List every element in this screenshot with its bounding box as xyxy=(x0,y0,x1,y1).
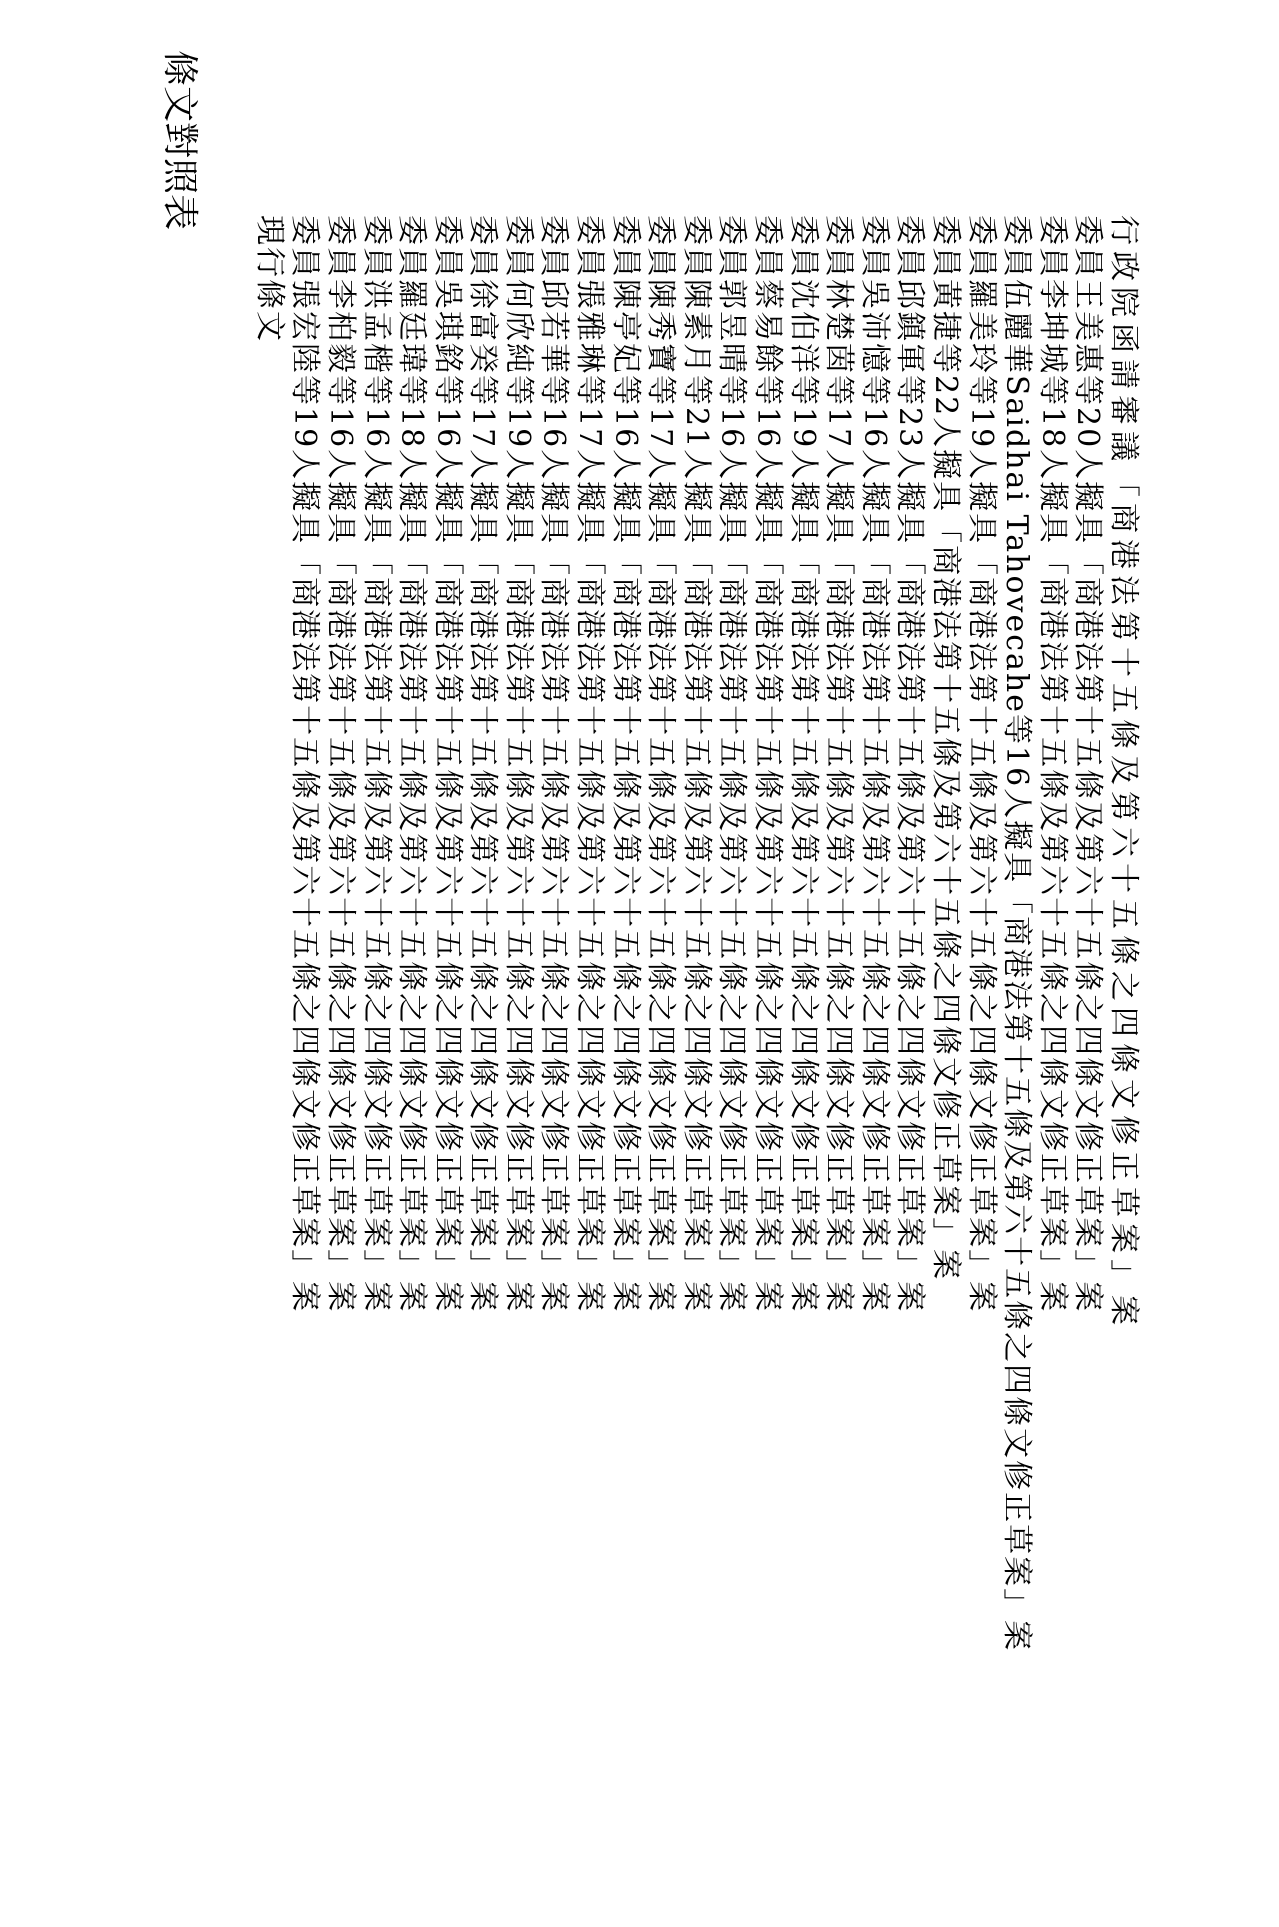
proposal-row: 委員陳素月等21人擬具「商港法第十五條及第六十五條之四條文修正草案」案 xyxy=(678,215,714,1314)
proposal-row: 委員蔡易餘等16人擬具「商港法第十五條及第六十五條之四條文修正草案」案 xyxy=(750,215,786,1314)
proposal-row: 委員羅廷瑋等18人擬具「商港法第十五條及第六十五條之四條文修正草案」案 xyxy=(394,215,430,1314)
proposal-row: 委員陳秀寶等17人擬具「商港法第十五條及第六十五條之四條文修正草案」案 xyxy=(643,215,679,1314)
proposal-row: 委員吳沛憶等16人擬具「商港法第十五條及第六十五條之四條文修正草案」案 xyxy=(856,215,892,1314)
proposal-row: 委員張宏陸等19人擬具「商港法第十五條及第六十五條之四條文修正草案」案 xyxy=(287,215,323,1314)
document-title: 條文對照表 xyxy=(159,50,200,231)
proposal-row: 委員洪孟楷等16人擬具「商港法第十五條及第六十五條之四條文修正草案」案 xyxy=(358,215,394,1314)
proposal-row-executive: 行政院函請審議「商港法第十五條及第六十五條之四條文修正草案」案 xyxy=(1106,215,1141,1331)
proposal-row: 委員何欣純等19人擬具「商港法第十五條及第六十五條之四條文修正草案」案 xyxy=(500,215,536,1314)
proposal-row: 委員王美惠等20人擬具「商港法第十五條及第六十五條之四條文修正草案」案 xyxy=(1070,215,1106,1314)
proposal-row: 委員邱鎮軍等23人擬具「商港法第十五條及第六十五條之四條文修正草案」案 xyxy=(892,215,928,1314)
proposal-row: 委員邱若華等16人擬具「商港法第十五條及第六十五條之四條文修正草案」案 xyxy=(536,215,572,1314)
proposal-row: 委員李坤城等18人擬具「商港法第十五條及第六十五條之四條文修正草案」案 xyxy=(1034,215,1070,1314)
proposal-row: 委員黃捷等22人擬具「商港法第十五條及第六十五條之四條文修正草案」案 xyxy=(928,215,964,1282)
proposal-row: 委員張雅琳等17人擬具「商港法第十五條及第六十五條之四條文修正草案」案 xyxy=(572,215,608,1314)
proposal-row: 委員羅美玲等19人擬具「商港法第十五條及第六十五條之四條文修正草案」案 xyxy=(963,215,999,1314)
proposal-row: 委員吳琪銘等16人擬具「商港法第十五條及第六十五條之四條文修正草案」案 xyxy=(429,215,465,1314)
proposal-row: 委員伍麗華Saidhai Tahovecahe等16人擬具「商港法第十五條及第六十五條之四條文修正草案」案 xyxy=(999,215,1035,1653)
proposal-list xyxy=(251,215,1141,1915)
current-text-heading: 現行條文 xyxy=(251,215,287,343)
proposal-row: 委員沈伯洋等19人擬具「商港法第十五條及第六十五條之四條文修正草案」案 xyxy=(785,215,821,1314)
proposal-row: 委員陳亭妃等16人擬具「商港法第十五條及第六十五條之四條文修正草案」案 xyxy=(607,215,643,1314)
proposal-row: 委員李柏毅等16人擬具「商港法第十五條及第六十五條之四條文修正草案」案 xyxy=(322,215,358,1314)
proposal-row: 委員郭昱晴等16人擬具「商港法第十五條及第六十五條之四條文修正草案」案 xyxy=(714,215,750,1314)
proposal-row: 委員徐富癸等17人擬具「商港法第十五條及第六十五條之四條文修正草案」案 xyxy=(465,215,501,1314)
proposal-row: 委員林楚茵等17人擬具「商港法第十五條及第六十五條之四條文修正草案」案 xyxy=(821,215,857,1314)
